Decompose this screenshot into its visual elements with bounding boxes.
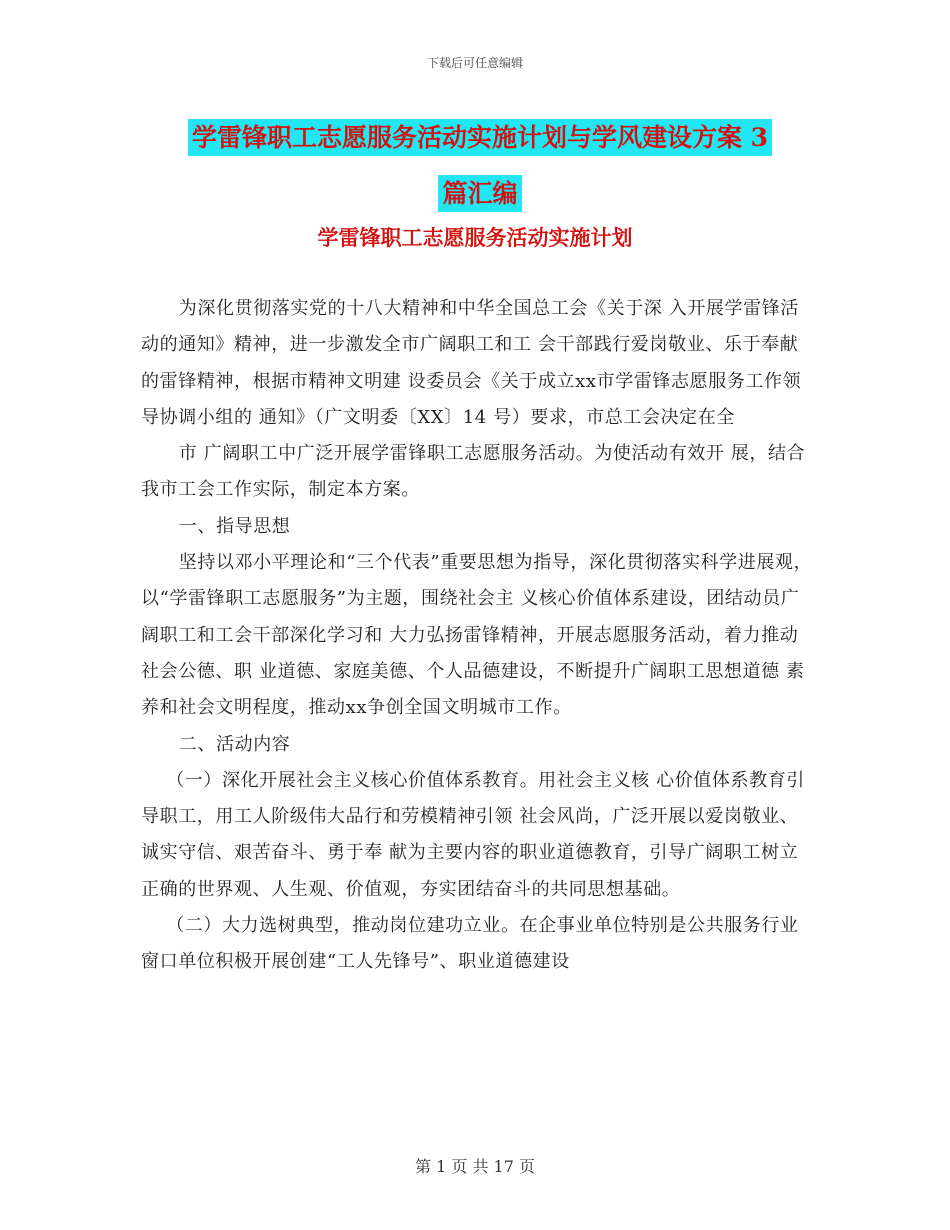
paragraph-intro: 为深化贯彻落实党的十八大精神和中华全国总工会《关于深 入开展学雷锋活动的通知》精神，进一步激发全市广阔职工和工 会干部践行爱岗敬业、乐于奉献的雷锋精神，根据市精神文明建 设委员会《关于成立xx市学雷锋志愿服务工作领导协调小组的 通知》（广文明委〔XX〕14 号）要求，市总工会决定在全: [141, 298, 802, 428]
paragraph-guiding-ideology: 坚持以邓小平理论和“三个代表”重要思想为指导，深化贯彻落实科学进展观，以“学雷锋职工志愿服务”为主题，围绕社会主 义核心价值体系建设，团结动员广阔职工和工会干部深化学习和 大力弘扬雷锋精神，开展志愿服务活动，着力推动社会公德、职 业道德、家庭美德、个人品德建设，不断提升广阔职工思想道德 素养和社会文明程度，推动xx争创全国文明城市工作。: [141, 552, 813, 719]
document-title-line1: 学雷锋职工志愿服务活动实施计划与学风建设方案 3: [188, 119, 772, 156]
paragraph-activity-two: （二）大力选树典型，推动岗位建功立业。在企事业单位特别是公共服务行业窗口单位积极开展创建“工人先锋号”、职业道德建设: [141, 915, 799, 973]
document-body: [141, 291, 813, 981]
paragraph-activity-one: （一）深化开展社会主义核心价值体系教育。用社会主义核 心价值体系教育引导职工，用工人阶级伟大品行和劳模精神引领 社会风尚，广泛开展以爱岗敬业、诚实守信、艰苦奋斗、勇于奉 献为主要内容的职业道德教育，引导广阔职工树立正确的世界观、人生观、价值观，夯实团结奋斗的共同思想基础。: [141, 769, 805, 900]
heading-activity-content: 二、活动内容: [178, 733, 291, 755]
document-title-line2: 篇汇编: [438, 175, 521, 212]
page-footer: 第 1 页 共 17 页: [415, 1157, 535, 1176]
header-note: 下载后可任意编辑: [426, 56, 523, 70]
section-title: 学雷锋职工志愿服务活动实施计划: [317, 225, 633, 250]
heading-guiding-ideology: 一、指导思想: [178, 515, 291, 537]
document-title: [140, 110, 820, 222]
paragraph-intro-cont: 市 广阔职工中广泛开展学雷锋职工志愿服务活动。为使活动有效开 展，结合我市工会工作实际，制定本方案。: [141, 443, 806, 501]
